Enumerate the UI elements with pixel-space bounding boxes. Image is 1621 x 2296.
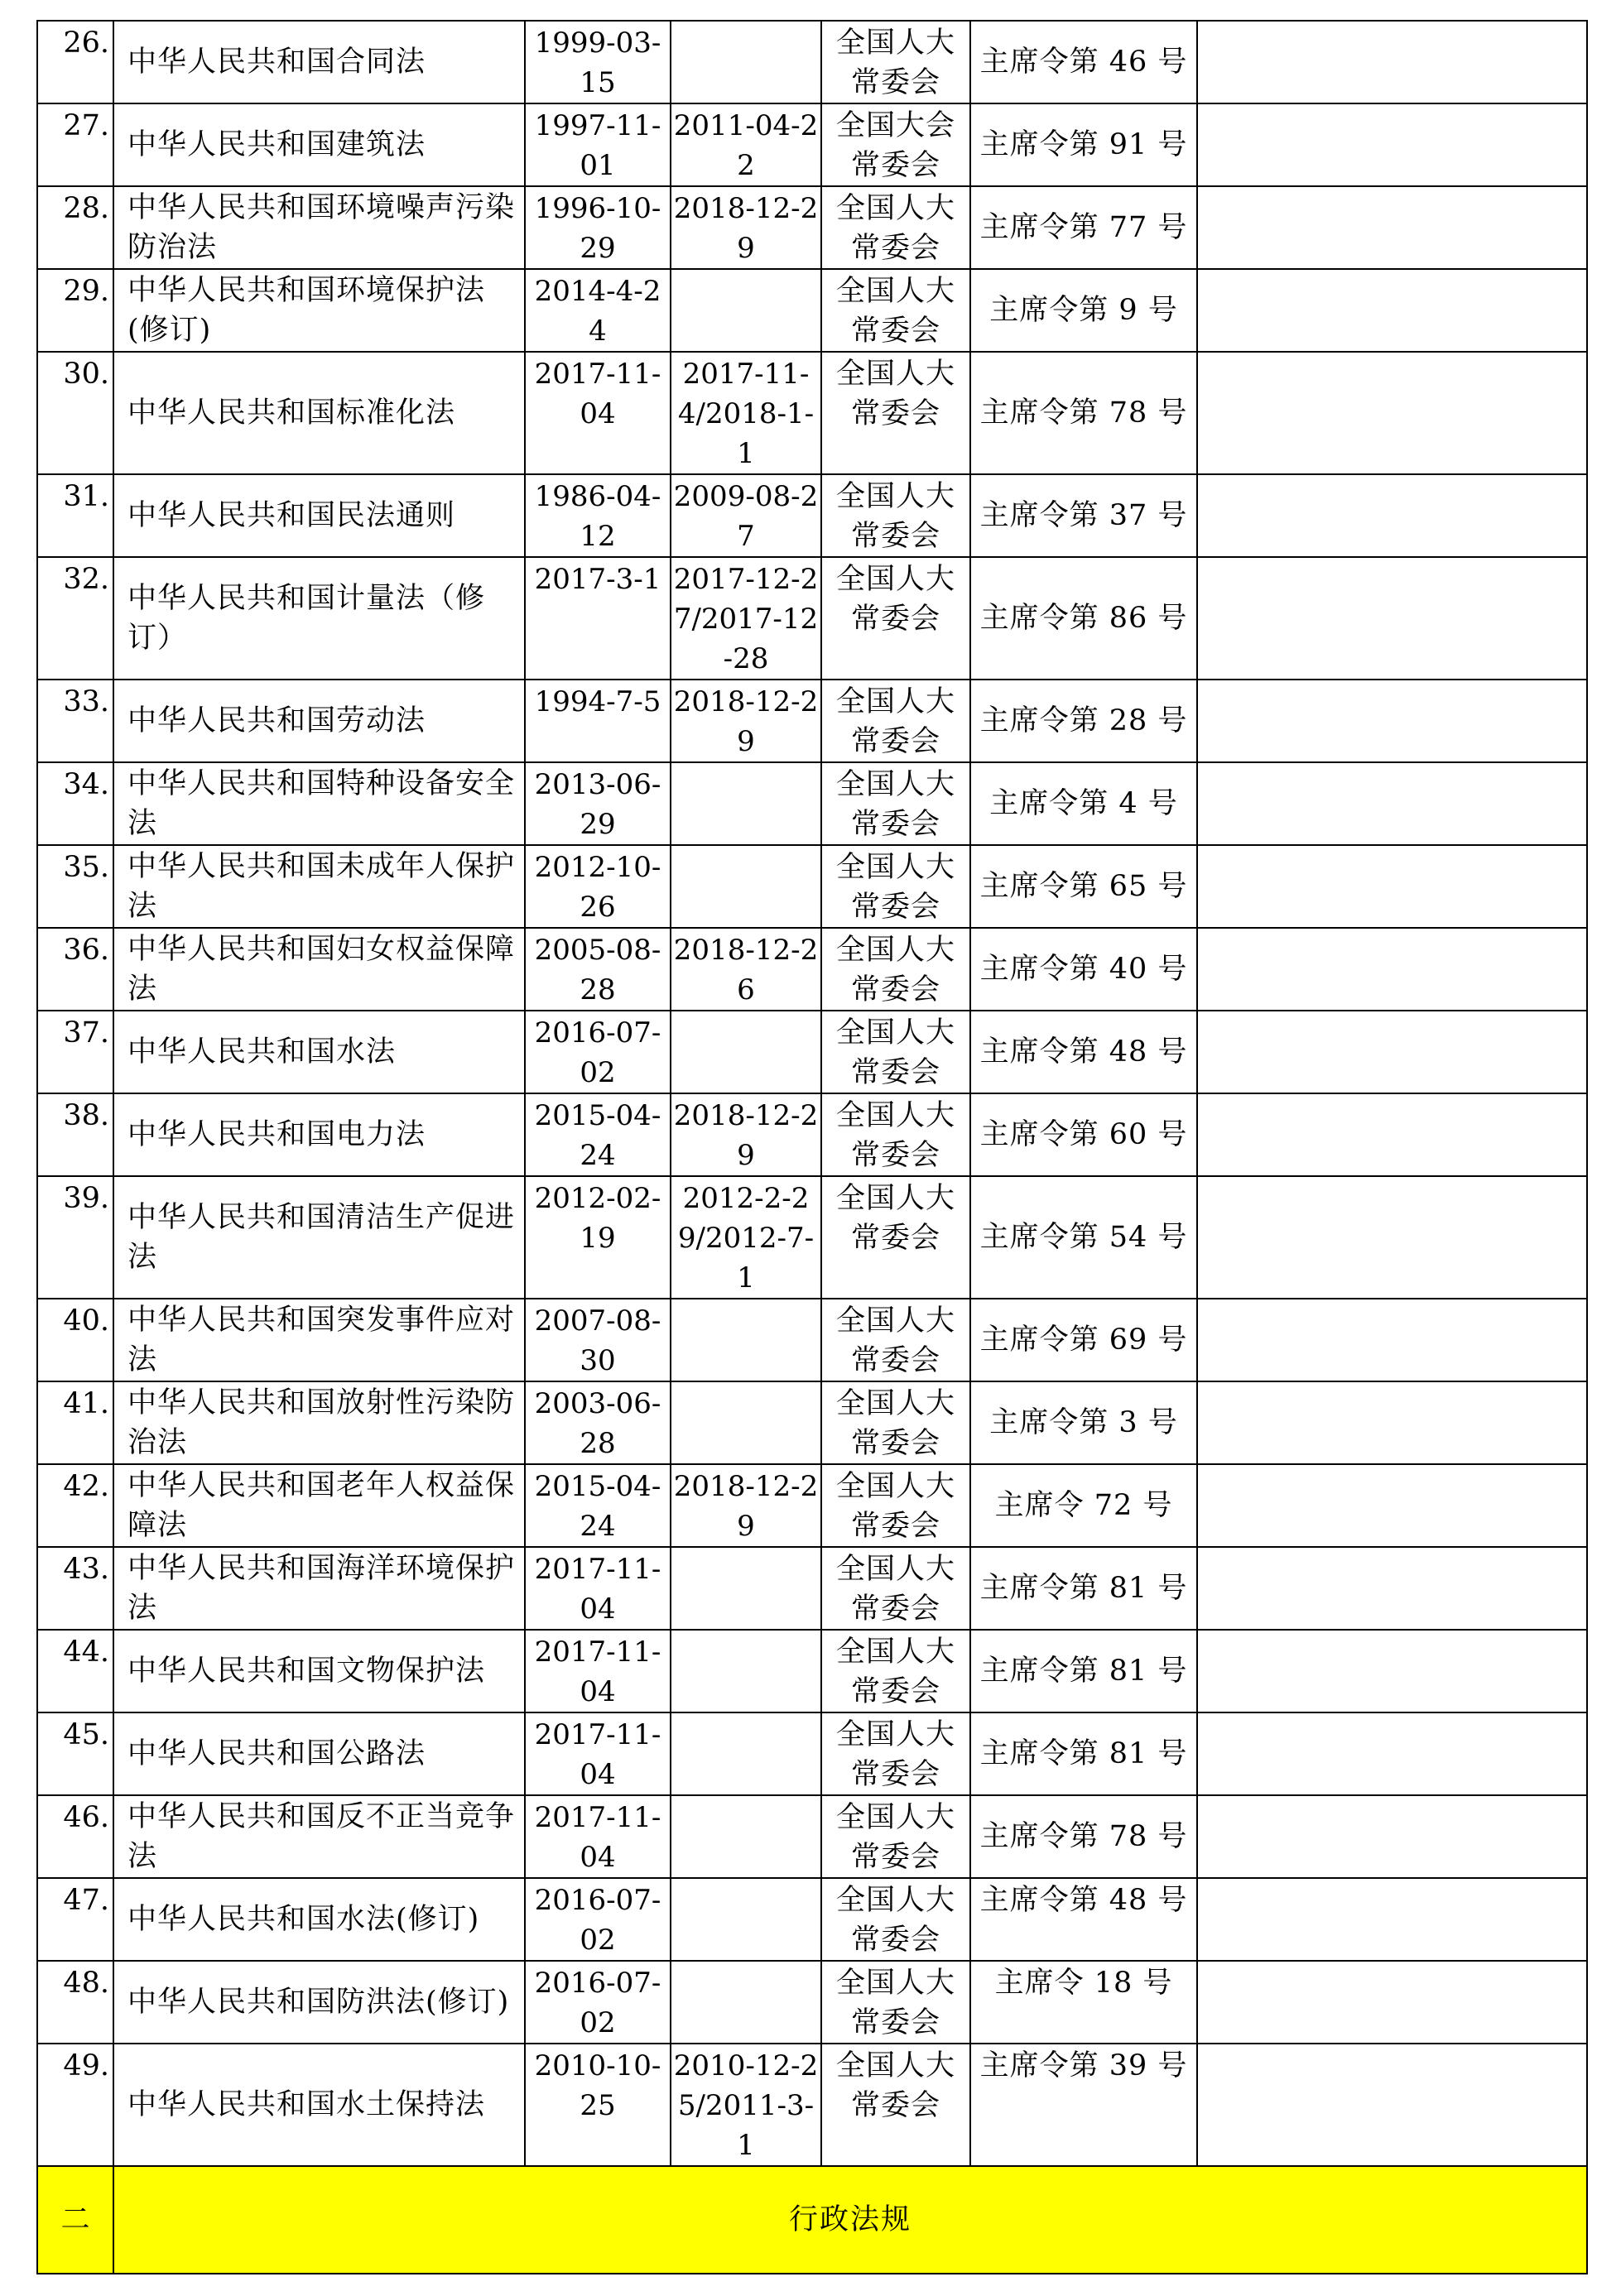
issuing-body: 全国人大常委会 xyxy=(821,269,970,352)
table-row xyxy=(37,845,1587,928)
table-row xyxy=(37,1795,1587,1878)
issuing-body: 全国人大常委会 xyxy=(821,21,970,103)
enact-date: 1986-04-12 xyxy=(525,474,671,557)
row-number: 35. xyxy=(37,845,113,928)
remarks-cell xyxy=(1197,186,1587,269)
law-name: 中华人民共和国反不正当竞争法 xyxy=(113,1795,525,1878)
decree-number: 主席令第 48 号 xyxy=(970,1878,1197,1961)
enact-date: 1999-03-15 xyxy=(525,21,671,103)
table-row xyxy=(37,21,1587,103)
remarks-cell xyxy=(1197,1547,1587,1630)
enact-date: 2005-08-28 xyxy=(525,928,671,1011)
table-row xyxy=(37,1464,1587,1547)
law-name: 中华人民共和国放射性污染防治法 xyxy=(113,1381,525,1464)
issuing-body: 全国人大常委会 xyxy=(821,762,970,845)
remarks-cell xyxy=(1197,1795,1587,1878)
row-number: 31. xyxy=(37,474,113,557)
revision-date: 2017-11-4/2018-1-1 xyxy=(671,352,821,474)
laws-table xyxy=(36,20,1588,2274)
enact-date: 2012-10-26 xyxy=(525,845,671,928)
row-number: 28. xyxy=(37,186,113,269)
law-name: 中华人民共和国环境噪声污染防治法 xyxy=(113,186,525,269)
decree-number: 主席令第 81 号 xyxy=(970,1547,1197,1630)
decree-number: 主席令第 91 号 xyxy=(970,103,1197,186)
table-row xyxy=(37,1547,1587,1630)
issuing-body: 全国人大常委会 xyxy=(821,474,970,557)
remarks-cell xyxy=(1197,845,1587,928)
enact-date: 1994-7-5 xyxy=(525,680,671,762)
law-name: 中华人民共和国未成年人保护法 xyxy=(113,845,525,928)
revision-date: 2017-12-27/2017-12-28 xyxy=(671,557,821,680)
decree-number: 主席令第 60 号 xyxy=(970,1093,1197,1176)
revision-date: 2018-12-29 xyxy=(671,186,821,269)
issuing-body: 全国人大常委会 xyxy=(821,2044,970,2166)
law-name: 中华人民共和国电力法 xyxy=(113,1093,525,1176)
revision-date xyxy=(671,1630,821,1712)
enact-date: 2012-02-19 xyxy=(525,1176,671,1299)
section-title: 行政法规 xyxy=(113,2166,1587,2274)
decree-number: 主席令第 40 号 xyxy=(970,928,1197,1011)
remarks-cell xyxy=(1197,1630,1587,1712)
enact-date: 2017-11-04 xyxy=(525,352,671,474)
section-header-row xyxy=(37,2166,1587,2274)
issuing-body: 全国人大常委会 xyxy=(821,928,970,1011)
decree-number: 主席令第 46 号 xyxy=(970,21,1197,103)
table-row xyxy=(37,680,1587,762)
issuing-body: 全国人大常委会 xyxy=(821,1630,970,1712)
law-name: 中华人民共和国劳动法 xyxy=(113,680,525,762)
remarks-cell xyxy=(1197,1464,1587,1547)
decree-number: 主席令第 3 号 xyxy=(970,1381,1197,1464)
law-name: 中华人民共和国环境保护法(修订) xyxy=(113,269,525,352)
enact-date: 2010-10-25 xyxy=(525,2044,671,2166)
revision-date xyxy=(671,762,821,845)
revision-date: 2018-12-29 xyxy=(671,680,821,762)
revision-date: 2009-08-27 xyxy=(671,474,821,557)
law-name: 中华人民共和国妇女权益保障法 xyxy=(113,928,525,1011)
decree-number: 主席令第 86 号 xyxy=(970,557,1197,680)
enact-date: 2017-3-1 xyxy=(525,557,671,680)
decree-number: 主席令第 77 号 xyxy=(970,186,1197,269)
enact-date: 2017-11-04 xyxy=(525,1795,671,1878)
law-name: 中华人民共和国公路法 xyxy=(113,1712,525,1795)
law-name: 中华人民共和国水法(修订) xyxy=(113,1878,525,1961)
issuing-body: 全国人大常委会 xyxy=(821,1878,970,1961)
revision-date: 2018-12-29 xyxy=(671,1464,821,1547)
table-row xyxy=(37,1299,1587,1381)
remarks-cell xyxy=(1197,762,1587,845)
row-number: 32. xyxy=(37,557,113,680)
table-row xyxy=(37,352,1587,474)
decree-number: 主席令第 37 号 xyxy=(970,474,1197,557)
decree-number: 主席令第 4 号 xyxy=(970,762,1197,845)
remarks-cell xyxy=(1197,1878,1587,1961)
row-number: 45. xyxy=(37,1712,113,1795)
row-number: 43. xyxy=(37,1547,113,1630)
enact-date: 1997-11-01 xyxy=(525,103,671,186)
decree-number: 主席令第 54 号 xyxy=(970,1176,1197,1299)
row-number: 33. xyxy=(37,680,113,762)
remarks-cell xyxy=(1197,21,1587,103)
row-number: 44. xyxy=(37,1630,113,1712)
row-number: 38. xyxy=(37,1093,113,1176)
remarks-cell xyxy=(1197,557,1587,680)
row-number: 27. xyxy=(37,103,113,186)
remarks-cell xyxy=(1197,2044,1587,2166)
revision-date xyxy=(671,845,821,928)
decree-number: 主席令第 9 号 xyxy=(970,269,1197,352)
issuing-body: 全国人大常委会 xyxy=(821,845,970,928)
table-row xyxy=(37,2044,1587,2166)
enact-date: 2015-04-24 xyxy=(525,1093,671,1176)
row-number: 36. xyxy=(37,928,113,1011)
row-number: 49. xyxy=(37,2044,113,2166)
law-name: 中华人民共和国水土保持法 xyxy=(113,2044,525,2166)
remarks-cell xyxy=(1197,680,1587,762)
law-name: 中华人民共和国海洋环境保护法 xyxy=(113,1547,525,1630)
enact-date: 2015-04-24 xyxy=(525,1464,671,1547)
remarks-cell xyxy=(1197,269,1587,352)
row-number: 47. xyxy=(37,1878,113,1961)
revision-date xyxy=(671,1795,821,1878)
revision-date xyxy=(671,1547,821,1630)
revision-date xyxy=(671,269,821,352)
law-name: 中华人民共和国水法 xyxy=(113,1011,525,1093)
issuing-body: 全国人大常委会 xyxy=(821,1464,970,1547)
remarks-cell xyxy=(1197,1176,1587,1299)
enact-date: 2017-11-04 xyxy=(525,1547,671,1630)
decree-number: 主席令第 39 号 xyxy=(970,2044,1197,2166)
decree-number: 主席令第 28 号 xyxy=(970,680,1197,762)
decree-number: 主席令第 78 号 xyxy=(970,1795,1197,1878)
row-number: 30. xyxy=(37,352,113,474)
revision-date: 2018-12-26 xyxy=(671,928,821,1011)
row-number: 37. xyxy=(37,1011,113,1093)
remarks-cell xyxy=(1197,1961,1587,2044)
row-number: 40. xyxy=(37,1299,113,1381)
remarks-cell xyxy=(1197,928,1587,1011)
row-number: 48. xyxy=(37,1961,113,2044)
remarks-cell xyxy=(1197,474,1587,557)
remarks-cell xyxy=(1197,103,1587,186)
issuing-body: 全国人大常委会 xyxy=(821,1795,970,1878)
remarks-cell xyxy=(1197,1712,1587,1795)
law-name: 中华人民共和国计量法（修订） xyxy=(113,557,525,680)
table-row xyxy=(37,269,1587,352)
issuing-body: 全国人大常委会 xyxy=(821,352,970,474)
enact-date: 2014-4-24 xyxy=(525,269,671,352)
law-name: 中华人民共和国突发事件应对法 xyxy=(113,1299,525,1381)
row-number: 41. xyxy=(37,1381,113,1464)
revision-date xyxy=(671,1381,821,1464)
revision-date: 2012-2-29/2012-7-1 xyxy=(671,1176,821,1299)
law-name: 中华人民共和国建筑法 xyxy=(113,103,525,186)
table-row xyxy=(37,474,1587,557)
table-row xyxy=(37,103,1587,186)
table-row xyxy=(37,1381,1587,1464)
issuing-body: 全国人大常委会 xyxy=(821,1176,970,1299)
row-number: 26. xyxy=(37,21,113,103)
law-name: 中华人民共和国老年人权益保障法 xyxy=(113,1464,525,1547)
decree-number: 主席令第 78 号 xyxy=(970,352,1197,474)
decree-number: 主席令 72 号 xyxy=(970,1464,1197,1547)
row-number: 29. xyxy=(37,269,113,352)
row-number: 46. xyxy=(37,1795,113,1878)
enact-date: 1996-10-29 xyxy=(525,186,671,269)
enact-date: 2017-11-04 xyxy=(525,1712,671,1795)
enact-date: 2016-07-02 xyxy=(525,1878,671,1961)
revision-date: 2018-12-29 xyxy=(671,1093,821,1176)
revision-date: 2010-12-25/2011-3-1 xyxy=(671,2044,821,2166)
remarks-cell xyxy=(1197,352,1587,474)
table-row xyxy=(37,762,1587,845)
decree-number: 主席令第 69 号 xyxy=(970,1299,1197,1381)
revision-date xyxy=(671,1878,821,1961)
law-name: 中华人民共和国防洪法(修订) xyxy=(113,1961,525,2044)
issuing-body: 全国人大常委会 xyxy=(821,1011,970,1093)
row-number: 34. xyxy=(37,762,113,845)
revision-date: 2011-04-22 xyxy=(671,103,821,186)
law-name: 中华人民共和国民法通则 xyxy=(113,474,525,557)
law-name: 中华人民共和国文物保护法 xyxy=(113,1630,525,1712)
section-number: 二 xyxy=(37,2166,113,2274)
revision-date xyxy=(671,1961,821,2044)
remarks-cell xyxy=(1197,1011,1587,1093)
decree-number: 主席令 18 号 xyxy=(970,1961,1197,2044)
decree-number: 主席令第 81 号 xyxy=(970,1712,1197,1795)
table-row xyxy=(37,1712,1587,1795)
enact-date: 2017-11-04 xyxy=(525,1630,671,1712)
issuing-body: 全国人大常委会 xyxy=(821,186,970,269)
table-row xyxy=(37,1630,1587,1712)
revision-date xyxy=(671,1299,821,1381)
issuing-body: 全国大会常委会 xyxy=(821,103,970,186)
issuing-body: 全国人大常委会 xyxy=(821,1299,970,1381)
decree-number: 主席令第 48 号 xyxy=(970,1011,1197,1093)
issuing-body: 全国人大常委会 xyxy=(821,1381,970,1464)
law-name: 中华人民共和国标准化法 xyxy=(113,352,525,474)
issuing-body: 全国人大常委会 xyxy=(821,1961,970,2044)
row-number: 39. xyxy=(37,1176,113,1299)
table-row xyxy=(37,1011,1587,1093)
issuing-body: 全国人大常委会 xyxy=(821,1712,970,1795)
table-row xyxy=(37,1878,1587,1961)
remarks-cell xyxy=(1197,1299,1587,1381)
law-name: 中华人民共和国合同法 xyxy=(113,21,525,103)
enact-date: 2007-08-30 xyxy=(525,1299,671,1381)
table-row xyxy=(37,557,1587,680)
issuing-body: 全国人大常委会 xyxy=(821,1547,970,1630)
row-number: 42. xyxy=(37,1464,113,1547)
table-row xyxy=(37,1176,1587,1299)
decree-number: 主席令第 81 号 xyxy=(970,1630,1197,1712)
table-row xyxy=(37,1093,1587,1176)
issuing-body: 全国人大常委会 xyxy=(821,1093,970,1176)
decree-number: 主席令第 65 号 xyxy=(970,845,1197,928)
revision-date xyxy=(671,1712,821,1795)
enact-date: 2016-07-02 xyxy=(525,1011,671,1093)
enact-date: 2016-07-02 xyxy=(525,1961,671,2044)
issuing-body: 全国人大常委会 xyxy=(821,680,970,762)
revision-date xyxy=(671,21,821,103)
remarks-cell xyxy=(1197,1381,1587,1464)
remarks-cell xyxy=(1197,1093,1587,1176)
law-name: 中华人民共和国特种设备安全法 xyxy=(113,762,525,845)
revision-date xyxy=(671,1011,821,1093)
table-row xyxy=(37,186,1587,269)
law-name: 中华人民共和国清洁生产促进法 xyxy=(113,1176,525,1299)
enact-date: 2013-06-29 xyxy=(525,762,671,845)
issuing-body: 全国人大常委会 xyxy=(821,557,970,680)
table-row xyxy=(37,1961,1587,2044)
enact-date: 2003-06-28 xyxy=(525,1381,671,1464)
table-row xyxy=(37,928,1587,1011)
